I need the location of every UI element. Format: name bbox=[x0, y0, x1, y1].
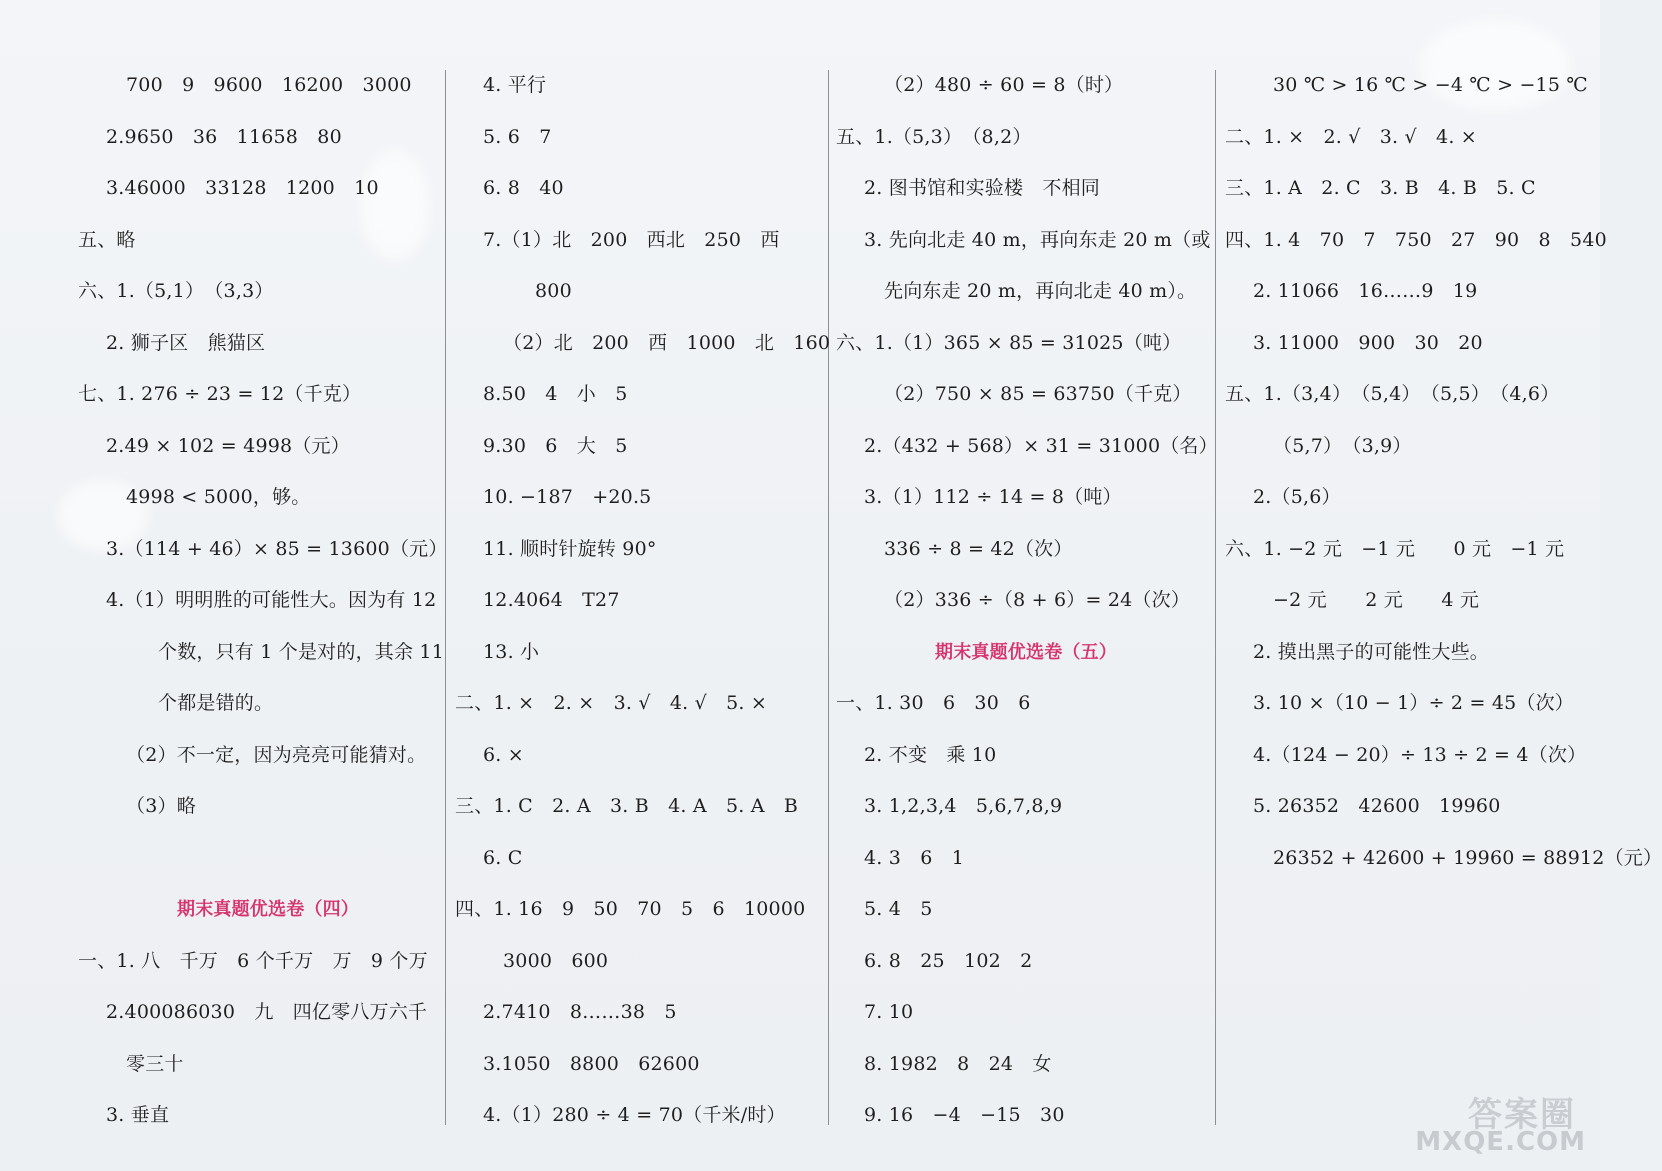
answer-line: 三、1. A 2. C 3. B 4. B 5. C bbox=[1225, 177, 1536, 199]
answer-line: 6. C bbox=[483, 846, 523, 869]
answer-line: 4998 < 5000，够。 bbox=[126, 486, 311, 508]
answer-line: 12.4064 T27 bbox=[483, 589, 620, 611]
answer-column-1 bbox=[78, 60, 458, 1142]
watermark-url: MXQE.COM bbox=[1415, 1127, 1586, 1157]
answer-line: 26352 + 42600 + 19960 = 88912（元） bbox=[1273, 846, 1662, 869]
answer-column-4 bbox=[1225, 60, 1662, 884]
answer-line: 3.（1）112 ÷ 14 = 8（吨） bbox=[864, 486, 1122, 508]
answer-line: （2）480 ÷ 60 = 8（时） bbox=[884, 74, 1124, 96]
answer-line: 3.1050 8800 62600 bbox=[483, 1052, 700, 1075]
answer-line: 6. 8 40 bbox=[483, 177, 564, 199]
answer-line: −2 元 2 元 4 元 bbox=[1273, 589, 1480, 611]
answer-line: （2）北 200 西 1000 北 160 bbox=[503, 331, 831, 354]
answer-line: 9. 16 −4 −15 30 bbox=[864, 1104, 1065, 1126]
answer-line: 4.（1）明明胜的可能性大。因为有 12 bbox=[106, 589, 437, 611]
answer-line: 一、1. 30 6 30 6 bbox=[836, 692, 1031, 714]
answer-line: 13. 小 bbox=[483, 640, 540, 663]
answer-line: 六、1.（1）365 × 85 = 31025（吨） bbox=[836, 331, 1182, 354]
answer-line: 700 9 9600 16200 3000 bbox=[126, 74, 412, 96]
answer-column-2 bbox=[455, 60, 835, 1142]
answer-line: 3. 垂直 bbox=[106, 1104, 170, 1126]
answer-line: 10. −187 +20.5 bbox=[483, 486, 652, 508]
answer-line: 3. 10 ×（10 − 1）÷ 2 = 45（次） bbox=[1253, 692, 1574, 714]
answer-line: 五、1.（3,4） （5,4） （5,5） （4,6） bbox=[1225, 383, 1560, 405]
answer-line: 2.9650 36 11658 80 bbox=[106, 125, 342, 148]
answer-line: 2.7410 8……38 5 bbox=[483, 1001, 677, 1023]
watermark-logo-text: 答案圈 bbox=[1468, 1095, 1576, 1135]
blank-line bbox=[78, 833, 458, 885]
section-heading: 期末真题优选卷（五） bbox=[935, 641, 1117, 663]
answer-line: 6. × bbox=[483, 743, 524, 766]
answer-line: 4. 平行 bbox=[483, 74, 547, 96]
answer-line: 2.49 × 102 = 4998（元） bbox=[106, 434, 350, 457]
answer-line: 2.（5,6） bbox=[1253, 486, 1341, 508]
answer-line: 5. 4 5 bbox=[864, 898, 933, 920]
answer-line: 2. 摸出黑子的可能性大些。 bbox=[1253, 640, 1489, 663]
answer-line: 2. 狮子区 熊猫区 bbox=[106, 331, 266, 354]
answer-line: 四、1. 4 70 7 750 27 90 8 540 bbox=[1225, 228, 1607, 251]
answer-line: 2. 11066 16……9 19 bbox=[1253, 280, 1478, 302]
answer-line: 六、1.（5,1） （3,3） bbox=[78, 280, 274, 302]
answer-line: 2. 图书馆和实验楼 不相同 bbox=[864, 177, 1100, 199]
answer-line: 四、1. 16 9 50 70 5 6 10000 bbox=[455, 898, 806, 920]
answer-line: 3.（114 + 46）× 85 = 13600（元） bbox=[106, 537, 448, 560]
answer-line: 4.（124 − 20）÷ 13 ÷ 2 = 4（次） bbox=[1253, 743, 1587, 766]
answer-line: 个都是错的。 bbox=[158, 692, 274, 714]
answer-line: 七、1. 276 ÷ 23 = 12（千克） bbox=[78, 383, 362, 405]
answer-line: （3）略 bbox=[126, 795, 196, 817]
answer-line: 6. 8 25 102 2 bbox=[864, 949, 1033, 972]
answer-line: 8. 1982 8 24 女 bbox=[864, 1052, 1052, 1075]
answer-line: 3. 1,2,3,4 5,6,7,8,9 bbox=[864, 795, 1063, 817]
site-watermark bbox=[1396, 1087, 1586, 1157]
answer-line: 4. 3 6 1 bbox=[864, 846, 965, 869]
answer-line: （2）不一定，因为亮亮可能猜对。 bbox=[126, 743, 427, 766]
answer-line: （2）750 × 85 = 63750（千克） bbox=[884, 383, 1192, 405]
answer-line: 4.（1）280 ÷ 4 = 70（千米/时） bbox=[483, 1104, 786, 1126]
answer-line: 3000 600 bbox=[503, 949, 609, 972]
answer-line: 30 ℃ > 16 ℃ > −4 ℃ > −15 ℃ bbox=[1273, 74, 1588, 96]
answer-line: 3.46000 33128 1200 10 bbox=[106, 177, 379, 199]
answer-line: 2.400086030 九 四亿零八万六千 bbox=[106, 1001, 428, 1023]
answer-line: 9.30 6 大 5 bbox=[483, 434, 628, 457]
section-heading: 期末真题优选卷（四） bbox=[177, 899, 359, 920]
answer-line: 五、略 bbox=[78, 228, 136, 251]
answer-line: 7. 10 bbox=[864, 1001, 914, 1023]
answer-line: 先向东走 20 m，再向北走 40 m）。 bbox=[884, 280, 1197, 302]
answer-line: 个数，只有 1 个是对的，其余 11 bbox=[158, 640, 444, 663]
answer-line: 5. 6 7 bbox=[483, 125, 552, 148]
answer-line: 8.50 4 小 5 bbox=[483, 383, 628, 405]
answer-line: （2）336 ÷（8 + 6）= 24（次） bbox=[884, 589, 1191, 611]
answer-line: 六、1. −2 元 −1 元 0 元 −1 元 bbox=[1225, 537, 1565, 560]
answer-line: 2.（432 + 568）× 31 = 31000（名） bbox=[864, 434, 1218, 457]
answer-line: 五、1.（5,3） （8,2） bbox=[836, 125, 1032, 148]
answer-line: 二、1. × 2. √ 3. √ 4. × bbox=[1225, 125, 1477, 148]
answer-line: 800 bbox=[535, 280, 572, 302]
answer-line: 3. 先向北走 40 m，再向东走 20 m（或 bbox=[864, 228, 1211, 251]
answer-line: 7.（1）北 200 西北 250 西 bbox=[483, 228, 780, 251]
answer-line: 三、1. C 2. A 3. B 4. A 5. A B bbox=[455, 795, 799, 817]
answer-line: 3. 11000 900 30 20 bbox=[1253, 331, 1483, 354]
answer-line: 零三十 bbox=[126, 1052, 184, 1075]
answer-line: 336 ÷ 8 = 42（次） bbox=[884, 537, 1073, 560]
answer-line: （5,7） （3,9） bbox=[1273, 434, 1412, 457]
answer-line: 11. 顺时针旋转 90° bbox=[483, 537, 657, 560]
answer-line: 2. 不变 乘 10 bbox=[864, 743, 997, 766]
answer-line: 二、1. × 2. × 3. √ 4. √ 5. × bbox=[455, 692, 768, 714]
answer-column-3 bbox=[836, 60, 1216, 1142]
answer-line: 一、1. 八 千万 6 个千万 万 9 个万 bbox=[78, 949, 428, 972]
answer-line: 5. 26352 42600 19960 bbox=[1253, 795, 1501, 817]
